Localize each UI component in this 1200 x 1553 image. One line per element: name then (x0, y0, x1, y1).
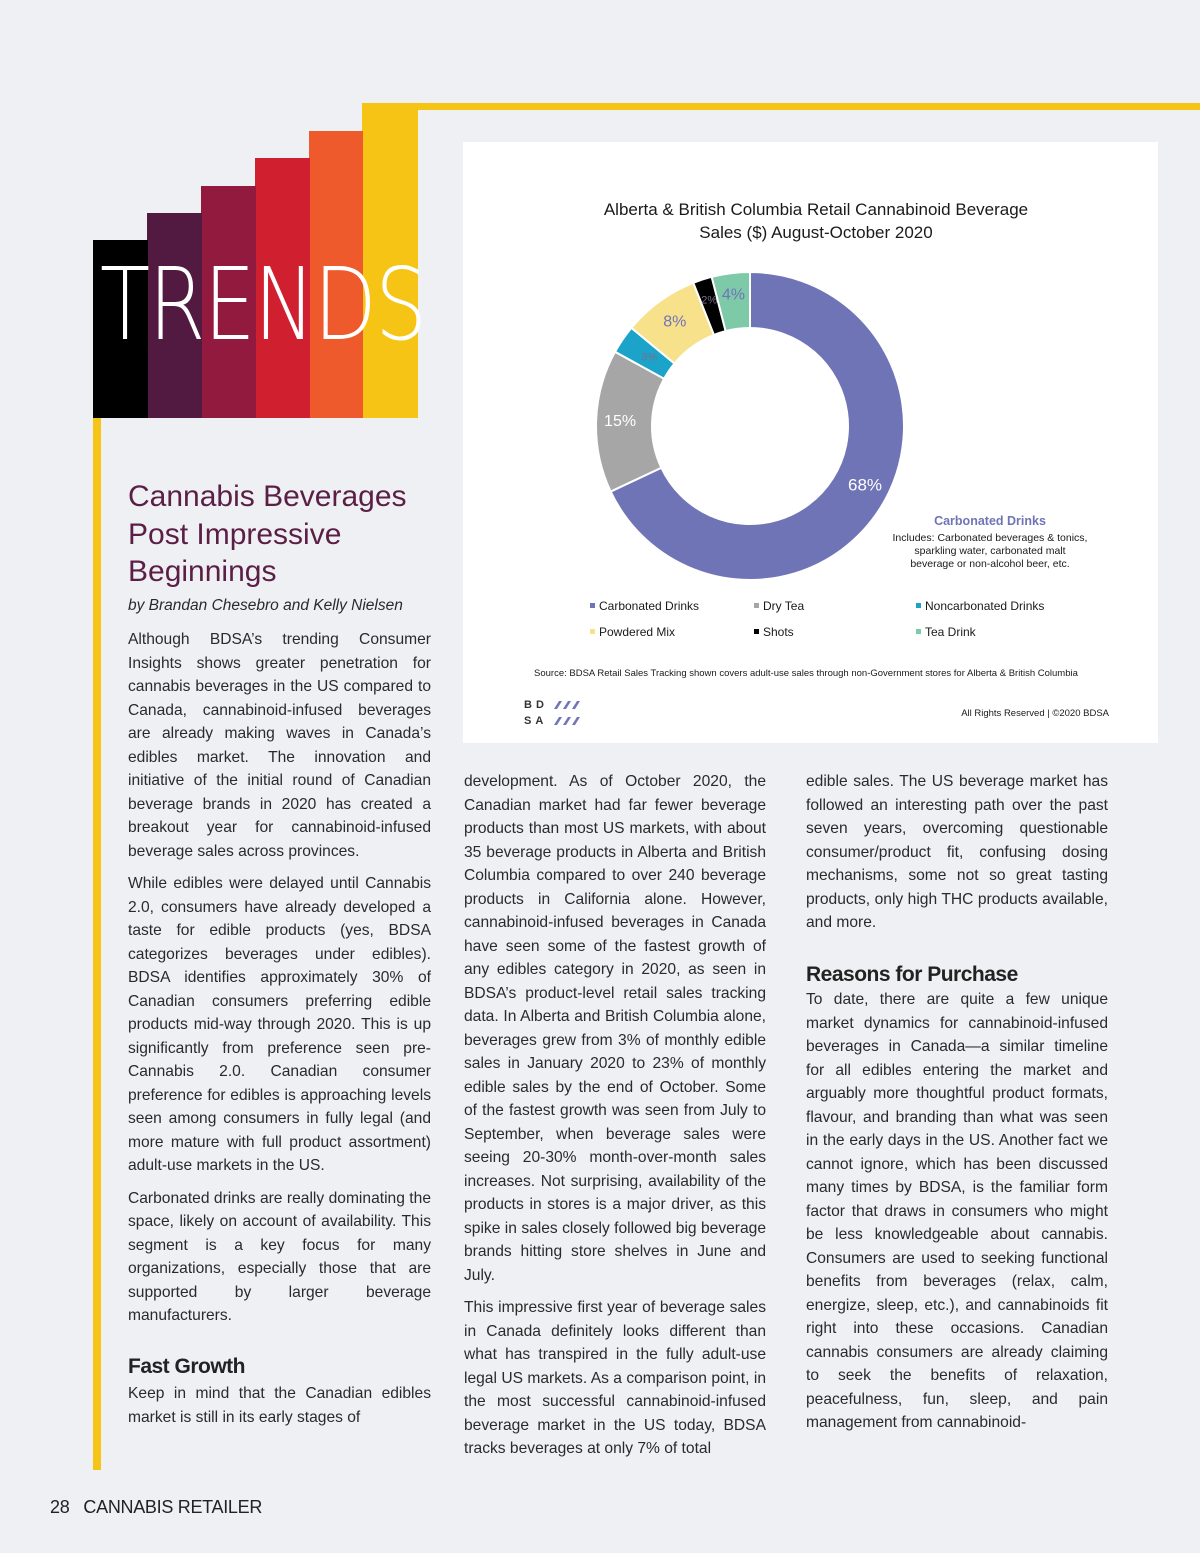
chart-source: Source: BDSA Retail Sales Tracking shown covers adult-use sales through non-Government stores for Alberta & British Columbia (534, 668, 1078, 679)
legend-label: Tea Drink (925, 625, 976, 639)
paragraph: To date, there are quite a few unique market dynamics for cannabinoid-infused beverages in Canada—a similar timeline for all edibles entering the market and arguably more thoughtful product formats, flavour, and branding than what was seen in the early days in the US. Another fact we cannot ignore, which has been discussed many times by BDSA, is the familiar form factor that draws in consumers who might be less knowledgeable about cannabis. Consumers are used to seeking functional benefits from beverages (relax, calm, energize, sleep, etc.), and cannabinoids fit right into these occasions. Canadian cannabis consumers are already claiming to seek the benefits of relaxation, peacefulness, fun, sleep, and pain management from cannabinoid- (806, 991, 1108, 1431)
article-headline: Cannabis Beverages Post Impressive Beginnings (128, 480, 407, 588)
section-label: TRENDS (100, 246, 426, 363)
article-byline: by Brandan Chesebro and Kelly Nielsen (128, 597, 403, 614)
header-rule (362, 103, 1200, 110)
chart-copyright: All Rights Reserved | ©2020 BDSA (961, 708, 1109, 719)
legend-label: Dry Tea (763, 599, 805, 613)
side-rule (93, 418, 101, 1470)
page-number: 28 (50, 1497, 70, 1517)
legend-label: Shots (763, 625, 794, 639)
paragraph: Keep in mind that the Canadian edibles market is still in its early stages of (128, 1385, 431, 1426)
paragraph: development. As of October 2020, the Canadian market had far fewer beverage products than most US markets, with about 35 beverage products in Alberta and British Columbia compared to over 240 beverage products in California alone. However, cannabinoid-infused beverages in Canada have seen some of the fastest growth of any edibles category in 2020, as seen in BDSA’s product-level retail sales tracking data. In Alberta and British Columbia alone, beverages grew from 3% of monthly edible sales in January 2020 to 23% of monthly edible sales by the end of October. Some of the fastest growth was seen from July to September, when beverage sales were seeing 20-30% month-over-month sales increases. Not surprising, availability of the products in stores is a major driver, as this spike in sales closely followed big beverage brands hitting store shelves in June and July. (464, 773, 766, 1284)
paragraph: Although BDSA’s trending Consumer Insights shows greater penetration for cannabis beverages in the US compared to Canada, cannabinoid-infused beverages are already making waves in Canada’s edibles market. The innovation and initiative of the initial round of Canadian beverage brands in 2020 has created a breakout year for cannabinoid-infused beverage sales across provinces. (128, 631, 431, 860)
legend-swatch (916, 603, 921, 608)
subhead-reasons-for-purchase: Reasons for Purchase (806, 962, 1018, 986)
bdsa-logo (524, 699, 580, 727)
callout-line: beverage or non-alcohol beer, etc. (910, 558, 1070, 570)
legend-swatch (590, 629, 595, 634)
chart-figure (463, 142, 1158, 743)
callout-line: Includes: Carbonated beverages & tonics, (892, 532, 1088, 544)
legend-swatch (590, 603, 595, 608)
slice-label: 68% (847, 475, 883, 495)
slice-label: 2% (701, 294, 718, 307)
publication-name: CANNABIS RETAILER (83, 1497, 263, 1517)
slice-label: 3% (641, 351, 658, 364)
legend-swatch (916, 629, 921, 634)
paragraph: This impressive first year of beverage sales in Canada definitely looks different than what has transpired in the fully adult-use legal US markets. As a comparison point, in the most successful cannabinoid-infused beverage market in the US today, BDSA tracks beverages at only 7% of total (464, 1299, 766, 1457)
paragraph: edible sales. The US beverage market has followed an interesting path over the past seven years, overcoming questionable consumer/product fit, confusing dosing mechanisms, some not so great tasting products, only high THC products available, and more. (806, 773, 1108, 931)
callout-title: Carbonated Drinks (934, 514, 1046, 528)
callout-line: sparkling water, carbonated malt (914, 545, 1066, 557)
bdsa-logo-text: BD (524, 699, 548, 711)
page-footer (50, 1497, 262, 1518)
chart-slices (596, 272, 904, 580)
legend-swatch (754, 629, 759, 634)
text-column-3 (806, 770, 1108, 1444)
legend-label: Powdered Mix (599, 625, 676, 639)
text-column-1 (128, 628, 431, 1438)
legend-label: Carbonated Drinks (599, 599, 700, 613)
slice-label: 4% (721, 286, 746, 304)
chart-title-line-2: Sales ($) August-October 2020 (699, 223, 933, 242)
slice-label: 8% (663, 313, 687, 331)
chart-title-line-1: Alberta & British Columbia Retail Cannabinoid Beverage (603, 200, 1029, 219)
slice-label: 15% (604, 413, 637, 431)
paragraph: Carbonated drinks are really dominating the space, likely on account of availability. This segment is a key focus for many organizations, especially those that are supported by larger beverage manufacturers. (128, 1189, 431, 1324)
legend-label: Noncarbonated Drinks (925, 599, 1045, 613)
donut-chart (463, 142, 1158, 743)
legend-swatch (754, 603, 759, 608)
subhead-fast-growth: Fast Growth (128, 1354, 246, 1378)
paragraph: While edibles were delayed until Cannabis 2.0, consumers have already developed a taste for edible products (yes, BDSA categorizes beverages under edibles). BDSA identifies approximately 30% of Canadian consumers preferring edible products mid-way through 2020. This is up significantly from preference seen pre-Cannabis 2.0. Canadian consumer preference for edibles is approaching levels seen among consumers in fully legal (and more mature with full product assortment) adult-use markets in the US. (128, 875, 431, 1174)
chart-legend (590, 599, 1044, 639)
bdsa-logo-text: SA (524, 715, 548, 727)
bdsa-logo-mark (554, 701, 580, 725)
text-column-2 (464, 770, 766, 1470)
